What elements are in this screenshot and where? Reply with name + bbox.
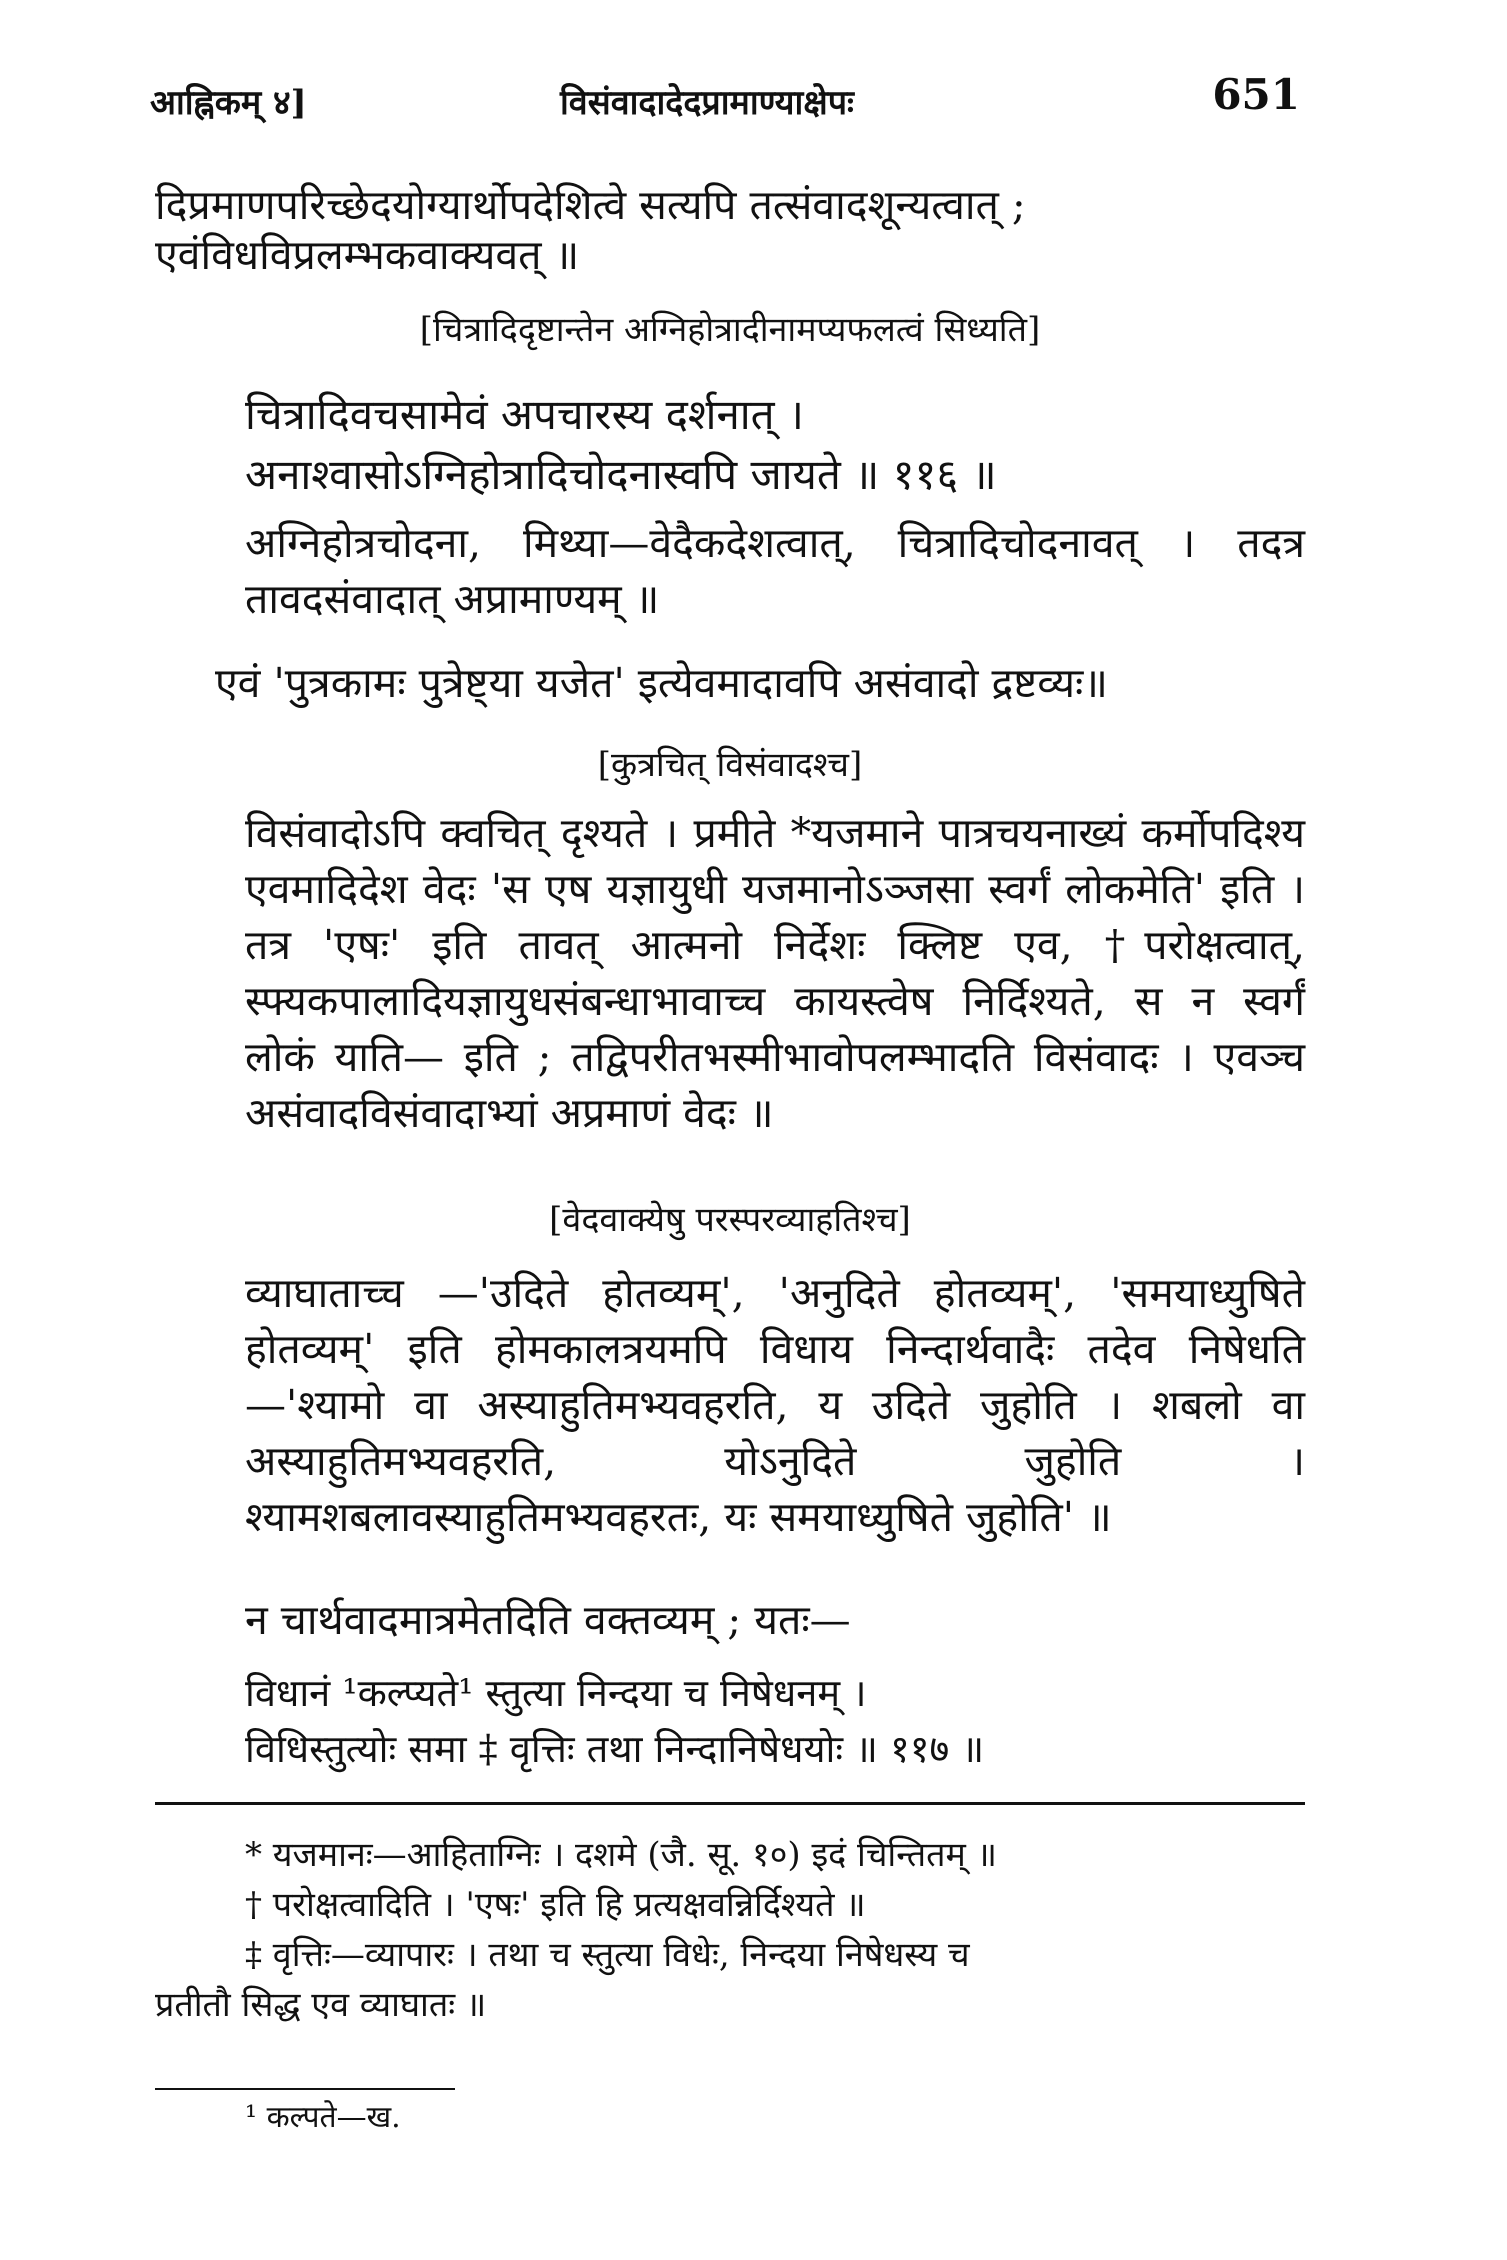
paragraph-vyaghata [155, 1265, 1305, 1545]
verse-116-line-1: चित्रादिवचसामेवं अपचारस्य दर्शनात् । [245, 390, 804, 439]
section-heading-3 [155, 1195, 1305, 1241]
footnote-3-line-2: प्रतीतौ सिद्ध एव व्याघातः ॥ [155, 1985, 487, 2025]
section-heading-2 [155, 740, 1305, 786]
paragraph-visamvada-text: विसंवादोऽपि क्वचित् दृश्यते । प्रमीते *यजमाने पात्रचयनाख्यं कर्मोपदिश्य एवमादिदेश वेदः 'स एष यज्ञायुधी यजमानोऽञ्जसा स्वर्गं लोकमेति' इति । तत्र 'एषः' इति तावत् आत्मनो निर्देशः क्लिष्ट एव, †परोक्षत्वात्, स्फ्यकपालादियज्ञायुधसंबन्धाभावाच्च कायस्त्वेष निर्दिश्यते, स न स्वर्गं लोकं याति— इति ; तद्विपरीतभस्मीभावोपलम्भादति विसंवादः । एवञ्च असंवादविसंवादाभ्यां अप्रमाणं वेदः ॥ [245, 809, 1305, 1137]
intro-line-1: दिप्रमाणपरिच्छेदयोग्यार्थोपदेशित्वे सत्यपि तत्संवादशून्यत्वात् ; [155, 181, 1026, 229]
intro-text [155, 180, 1305, 280]
verse-116 [245, 385, 1305, 505]
page-number: 651 [1212, 70, 1300, 119]
section-heading-2-text: [कुत्रचित् विसंवादश्च] [597, 745, 863, 785]
footnote-separator [155, 1802, 1305, 1805]
paragraph-putrakama [155, 655, 1305, 711]
running-title: विसंवादादेदप्रामाण्याक्षेपः [560, 83, 854, 123]
paragraph-agnihotra [155, 515, 1305, 627]
verse-116-line-2: अनाश्वासोऽग्निहोत्रादिचोदनास्वपि जायते ॥ ११६ ॥ [245, 450, 997, 499]
footnote-2: † परोक्षत्वादिति । 'एषः' इति हि प्रत्यक्षवन्निर्दिश्यते ॥ [245, 1885, 866, 1925]
paragraph-putrakama-text: एवं 'पुत्रकामः पुत्रेष्ट्या यजेत' इत्येवमादावपि असंवादो द्रष्टव्यः॥ [215, 659, 1108, 707]
paragraph-vyaghata-text: व्याघाताच्च —'उदिते होतव्यम्', 'अनुदिते होतव्यम्', 'समयाध्युषिते होतव्यम्' इति होमकालत्रयमपि विधाय निन्दार्थवादैः तदेव निषेधति—'श्यामो वा अस्याहुतिमभ्यवहरति, य उदिते जुहोति । शबलो वा अस्याहुतिमभ्यवहरति, योऽनुदिते जुहोति । श्यामशबलावस्याहुतिमभ्यवहरतः, यः समयाध्युषिते जुहोति' ॥ [245, 1269, 1305, 1541]
verse-117-line-2: विधिस्तुत्योः समा ‡ वृत्तिः तथा निन्दानिषेधयोः ॥ ११७ ॥ [245, 1727, 985, 1771]
variant-reading [245, 2098, 401, 2138]
running-header [150, 70, 1300, 130]
variant-separator [155, 2088, 455, 2090]
paragraph-visamvada [155, 805, 1305, 1141]
section-heading-3-text: [वेदवाक्येषु परस्परव्याहतिश्च] [549, 1200, 911, 1240]
variant-reading-text: ¹ कल्पते—ख. [245, 2100, 401, 2135]
verse-117 [245, 1665, 1305, 1777]
footnote-3-line-1: ‡ वृत्तिः—व्यापारः । तथा च स्तुत्या विधेः, निन्दया निषेधस्य च [245, 1935, 970, 1975]
chapter-label: आह्निकम् ४] [150, 83, 307, 123]
footnote-3-continuation [155, 1980, 1305, 2030]
verse-117-line-1: विधानं ¹कल्प्यते¹ स्तुत्या निन्दया च निषेधनम् । [245, 1671, 867, 1715]
section-heading-1 [155, 305, 1305, 351]
arthavada-line [245, 1595, 1305, 1645]
footnotes [245, 1830, 1305, 1980]
paragraph-agnihotra-text: अग्निहोत्रचोदना, मिथ्या—वेदैकदेशत्वात्, चित्रादिचोदनावत् । तदत्र तावदसंवादात् अप्रामाण्यम् ॥ [245, 519, 1305, 623]
arthavada-line-text: न चार्थवादमात्रमेतदिति वक्तव्यम् ; यतः— [245, 1596, 851, 1644]
footnote-1: * यजमानः—आहिताग्निः । दशमे (जै. सू. १०) इदं चिन्तितम् ॥ [245, 1835, 997, 1875]
intro-line-2: एवंविधविप्रलम्भकवाक्यवत् ॥ [155, 231, 580, 279]
section-heading-1-text: [चित्रादिदृष्टान्तेन अग्निहोत्रादीनामप्यफलत्वं सिध्यति] [419, 310, 1041, 350]
